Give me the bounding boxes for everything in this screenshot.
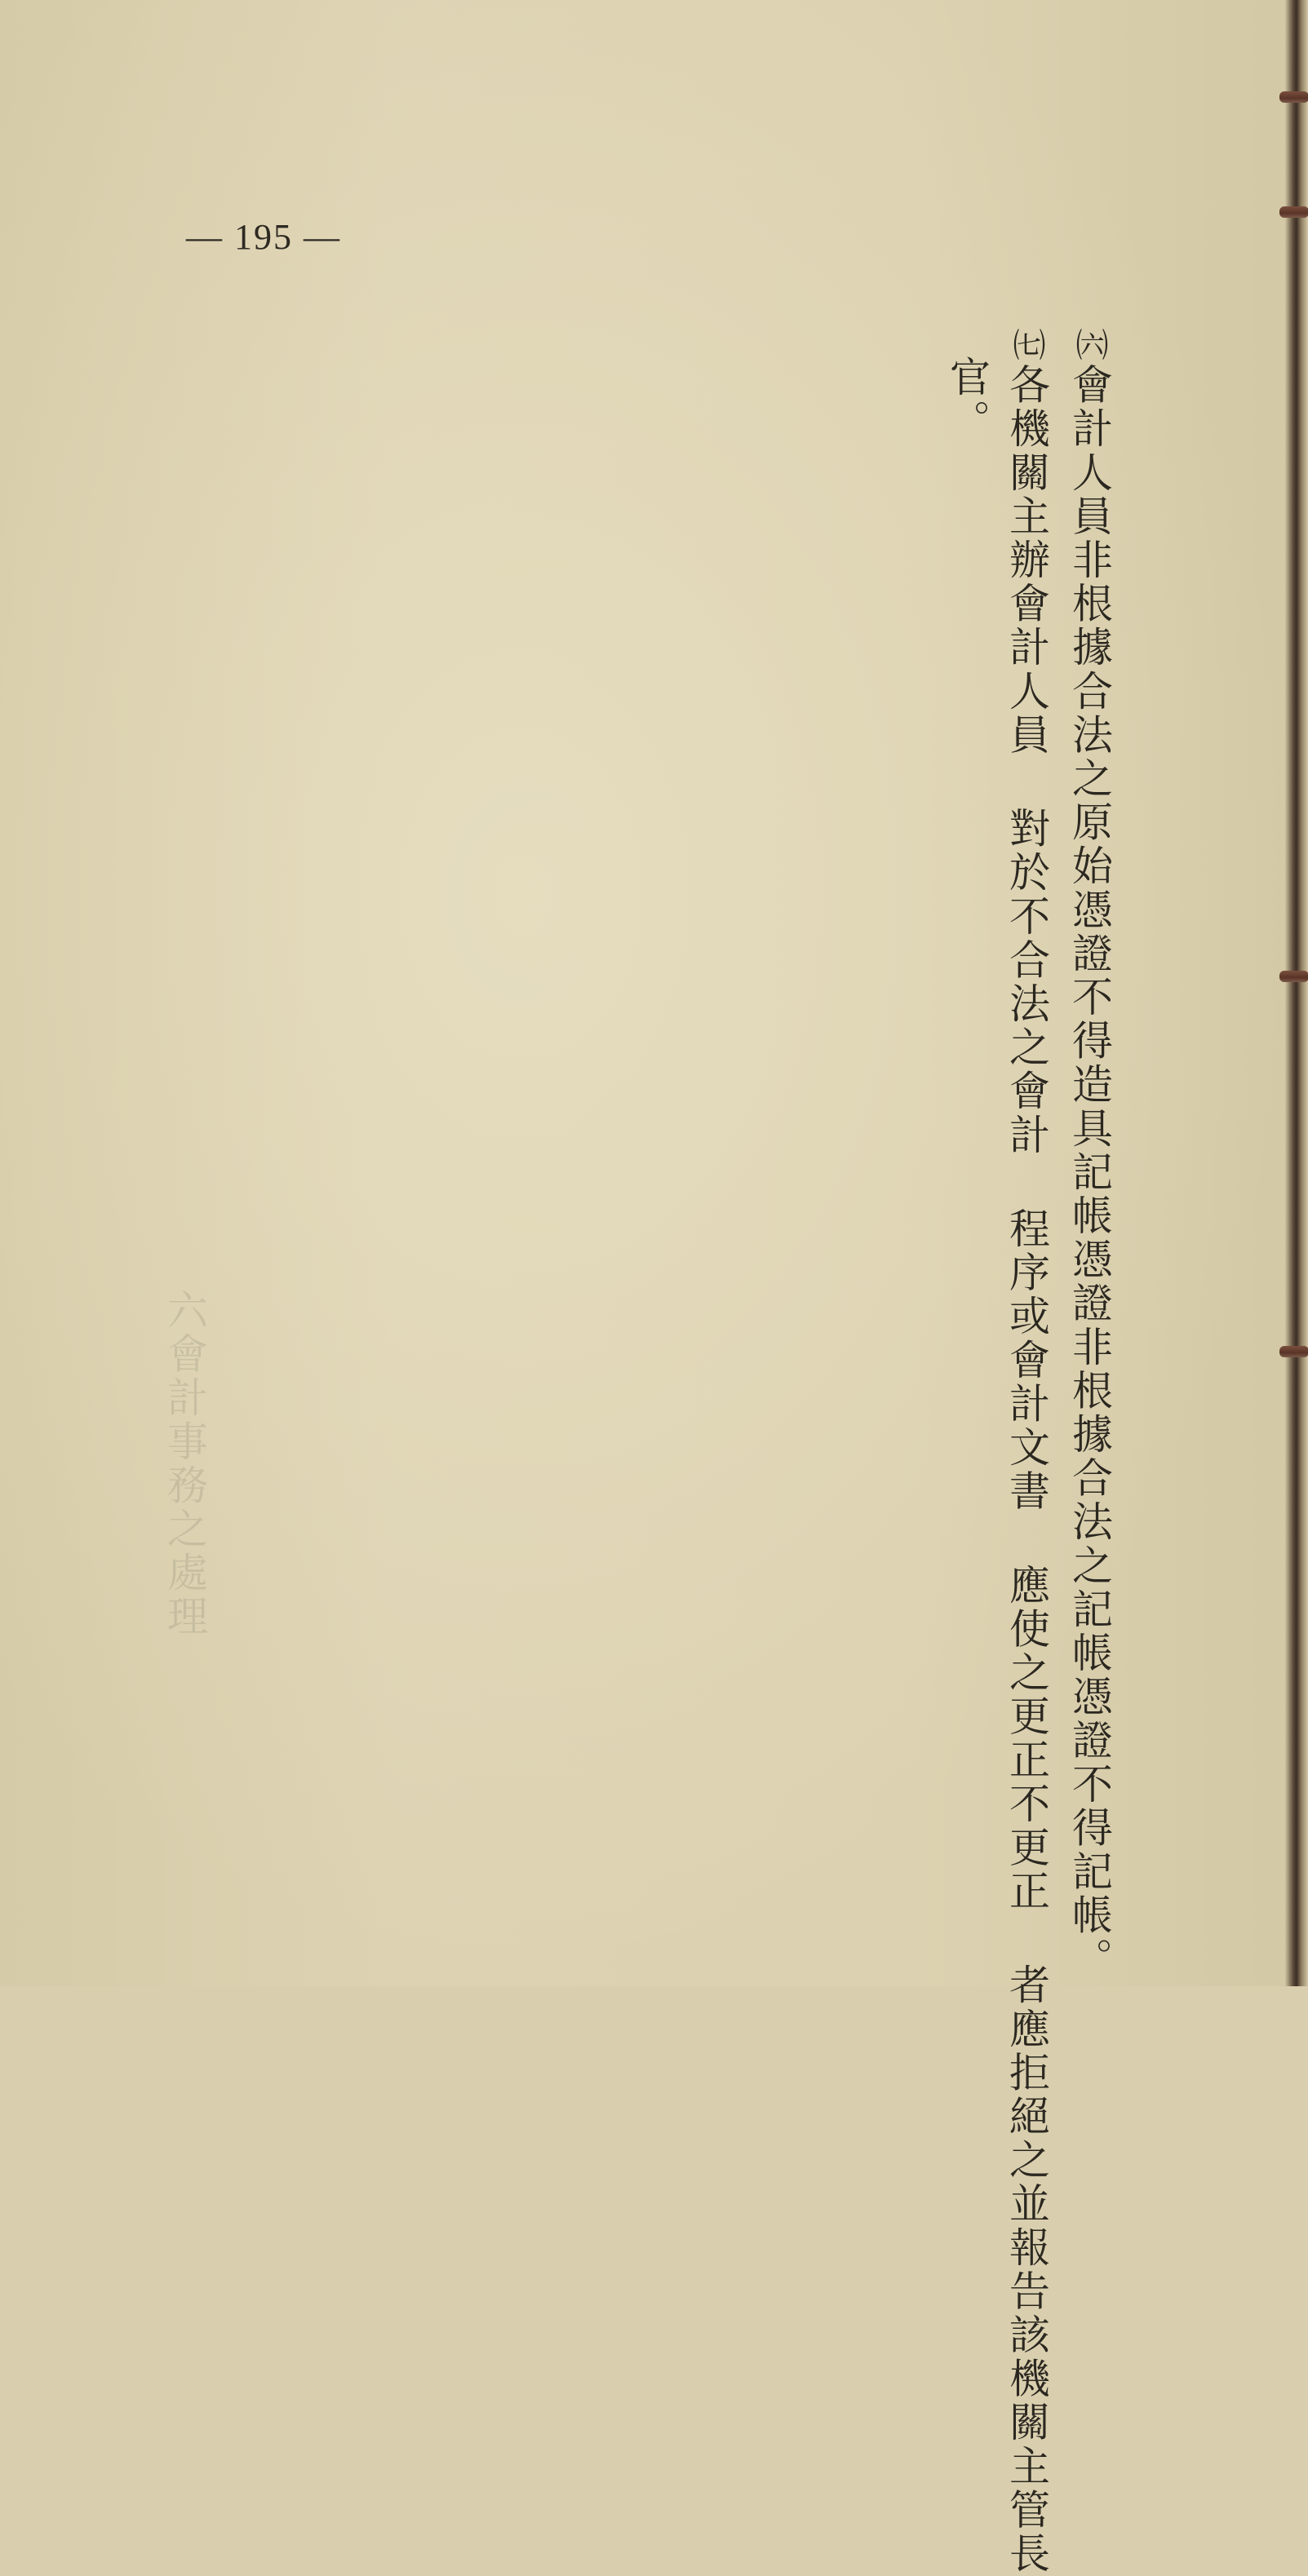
- binding-stitch: [1279, 1346, 1308, 1357]
- text-column-guan: [943, 356, 991, 444]
- item-marker: ㈦: [1008, 328, 1045, 364]
- binding-stitch: [1279, 91, 1308, 103]
- column-text: 會計人員非根據合法之原始憑證不得造具記帳憑證非根據合法之記帳憑證不得記帳。: [1066, 363, 1113, 1981]
- text-column-6: [1066, 328, 1113, 1981]
- bleed-through-text: 六會計事務之處理: [161, 1289, 208, 1639]
- column-text: 官。: [943, 356, 991, 444]
- binding-stitch: [1279, 206, 1308, 218]
- binding-stitch: [1279, 971, 1308, 982]
- page-number: — 195 —: [186, 217, 341, 257]
- column-text: 各機關主辦會計人員 對於不合法之會計 程序或會計文書 應使之更正不更正 者應拒絕之並報告該機關主管長: [1003, 363, 1050, 2576]
- item-marker: ㈥: [1071, 328, 1108, 364]
- text-column-7: [1003, 328, 1050, 2576]
- book-binding-gutter: [1285, 0, 1308, 1986]
